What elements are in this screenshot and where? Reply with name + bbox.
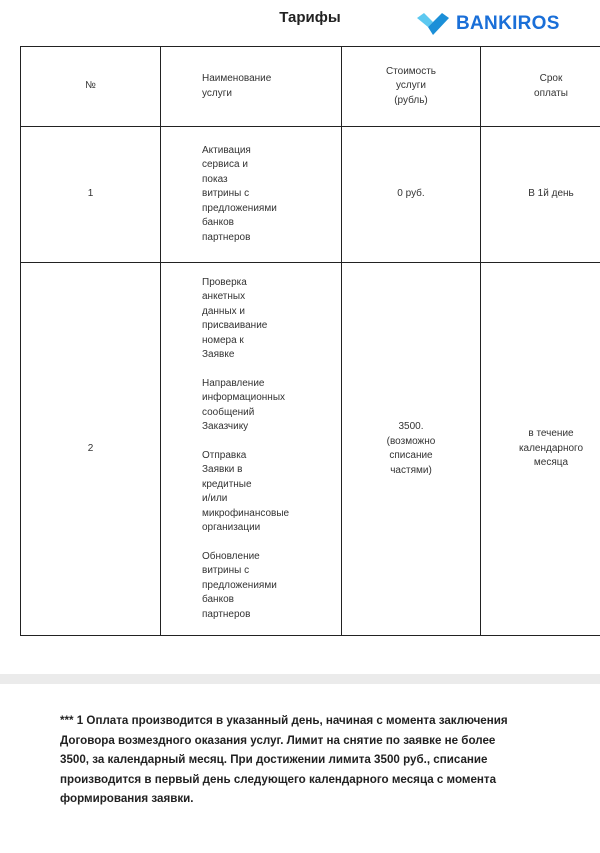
header-cost: Стоимость услуги (рубль) [342, 47, 481, 127]
service-item: Обновление витрины с предложениями банков партнеров [202, 550, 277, 620]
row-services [161, 127, 342, 263]
row-cost: 0 руб. [342, 127, 481, 263]
header-term: Срок оплаты [481, 47, 600, 127]
bankiros-logo[interactable] [416, 11, 560, 37]
table-header-row [21, 47, 600, 127]
row-number: 1 [21, 127, 161, 263]
row-number: 2 [21, 263, 161, 636]
row-services [161, 263, 342, 636]
bankiros-logo-icon [416, 11, 450, 37]
service-item: Направление информационных сообщений Заказчику [202, 377, 286, 433]
brand-name: BANKIROS [456, 13, 560, 34]
section-divider [0, 674, 600, 684]
service-item: Отправка Заявки в кредитные и/или микрофинансовые организации [202, 449, 290, 534]
header-number: № [21, 47, 161, 127]
tariffs-table [20, 46, 600, 636]
row-term: в течение календарного месяца [481, 263, 600, 636]
table-row [21, 263, 600, 636]
footnote [60, 711, 560, 809]
row-cost: 3500. (возможно списание частями) [342, 263, 481, 636]
row-term: В 1й день [481, 127, 600, 263]
header-service-name: Наименование услуги [161, 47, 342, 127]
footnote-text: *** 1 Оплата производится в указанный день, начиная с момента заключения Договора возмездного оказания услуг. Лимит на снятие по заявке не более 3500, за календарный месяц. При достижении лимита 3500 руб., списание производится в первый день следующего календарного месяца с момента формирования заявки. [60, 714, 508, 805]
page-title: Тарифы [279, 9, 341, 26]
service-item: Проверка анкетных данных и присваивание номера к Заявке [202, 276, 268, 361]
service-item: Активация сервиса и показ витрины с предложениями банков партнеров [202, 144, 277, 243]
table-row [21, 127, 600, 263]
